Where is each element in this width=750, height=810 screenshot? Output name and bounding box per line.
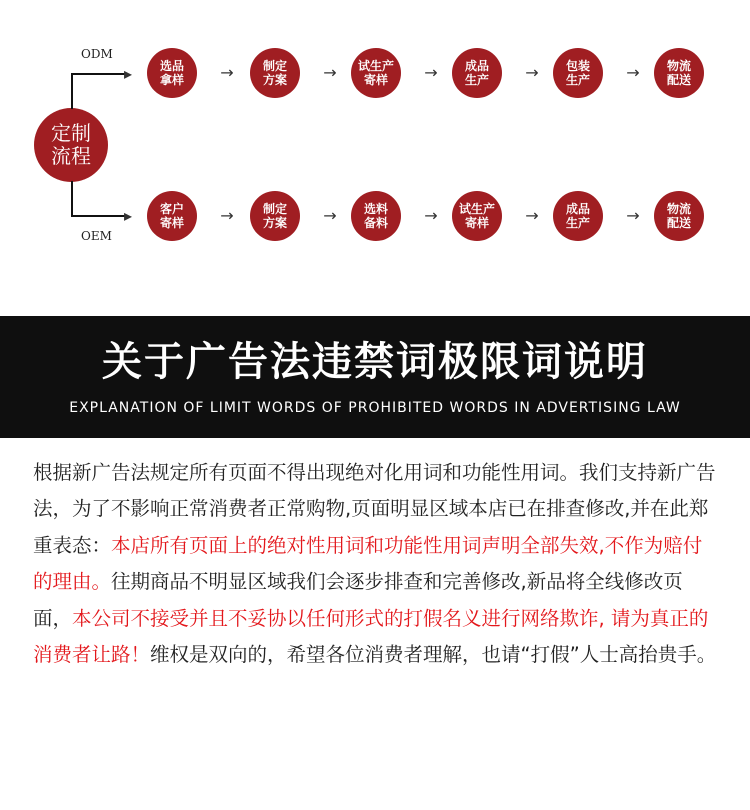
arrow-right-icon: → — [323, 63, 337, 82]
arrow-right-icon: → — [323, 206, 337, 225]
oem-step-2: 制定 方案 — [250, 191, 300, 241]
arrow-right-icon: → — [220, 206, 234, 225]
notice-highlight-2: 本公司不接受并且不妥协以任何形式的打假名义进行网络欺诈, 请为真正的消费者让路！ — [33, 606, 709, 667]
connector-vertical-top — [71, 73, 73, 109]
oem-arrow-head-icon: ▸ — [123, 206, 133, 225]
notice-part-1: 根据新广告法规定所有页面不得出现绝对化用词和功能性用词。我们支持新广告法，为了不影响正常消费者正常购物,页面明显区域本店已在排查修改,并在此郑重表态： — [33, 461, 716, 557]
arrow-right-icon: → — [525, 206, 539, 225]
connector-vertical-bottom — [71, 181, 73, 217]
arrow-right-icon: → — [525, 63, 539, 82]
connector-horizontal-oem — [71, 215, 125, 217]
arrow-right-icon: → — [626, 206, 640, 225]
custom-process-flow — [0, 0, 750, 300]
oem-step-3: 选料 备料 — [351, 191, 401, 241]
oem-step-5: 成品 生产 — [553, 191, 603, 241]
notice-part-3: 往期商品不明显区域我们会逐步排查和完善修改,新品将全线修改页面， — [33, 570, 683, 630]
odm-step-4: 成品 生产 — [452, 48, 502, 98]
oem-step-4: 试生产 寄样 — [452, 191, 502, 241]
arrow-right-icon: → — [424, 206, 438, 225]
oem-label: OEM — [81, 229, 112, 243]
notice-text — [33, 455, 719, 673]
arrow-right-icon: → — [626, 63, 640, 82]
odm-step-6: 物流 配送 — [654, 48, 704, 98]
odm-step-3: 试生产 寄样 — [351, 48, 401, 98]
oem-step-6: 物流 配送 — [654, 191, 704, 241]
oem-step-1: 客户 寄样 — [147, 191, 197, 241]
banner-subtitle: EXPLANATION OF LIMIT WORDS OF PROHIBITED WORDS IN ADVERTISING LAW — [69, 400, 681, 416]
odm-label: ODM — [81, 47, 113, 61]
banner-title: 关于广告法违禁词极限词说明 — [102, 338, 648, 385]
odm-step-5: 包装 生产 — [553, 48, 603, 98]
notice-highlight-1: 本店所有页面上的绝对性用词和功能性用词声明全部失效,不作为赔付的理由。 — [33, 533, 703, 594]
arrow-right-icon: → — [220, 63, 234, 82]
odm-step-1: 选品 拿样 — [147, 48, 197, 98]
odm-arrow-head-icon: ▸ — [123, 64, 133, 83]
notice-banner — [0, 316, 750, 438]
arrow-right-icon: → — [424, 63, 438, 82]
notice-part-5: 维权是双向的，希望各位消费者理解，也请“打假”人士高抬贵手。 — [150, 643, 717, 667]
custom-process-center: 定制 流程 — [34, 108, 108, 182]
connector-horizontal-odm — [71, 73, 125, 75]
odm-step-2: 制定 方案 — [250, 48, 300, 98]
